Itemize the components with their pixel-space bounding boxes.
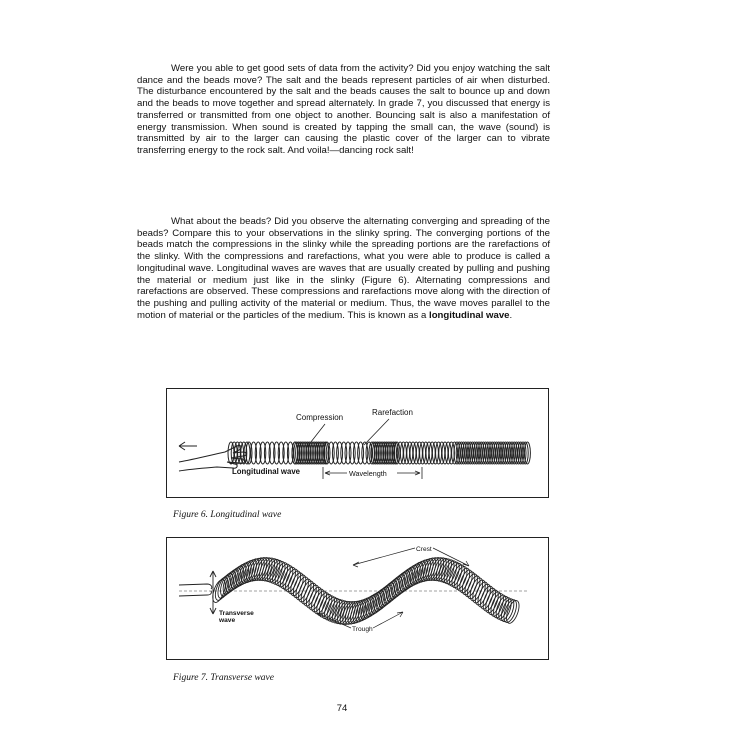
- wavelength-label: Wavelength: [349, 469, 387, 478]
- figure-6-caption: Figure 6. Longitudinal wave: [173, 510, 282, 520]
- figure-7-box: [166, 537, 549, 660]
- paragraph-2-end: .: [509, 309, 513, 321]
- rarefaction-pointer: [364, 419, 389, 445]
- longitudinal-wave-label: Longitudinal wave: [232, 467, 301, 476]
- transverse-label-line1: Transverse: [219, 610, 254, 617]
- paragraph-2-text: What about the beads? Did you observe the alternating converging and spreading of the beads? Compare this to your observations in the slinky spring. The converging portions of the beads match the compressions in the slinky while the spreading portions are the rarefactions of the slinky. With the compressions and rarefactions, what you were able to produce is called a longitudinal wave. Longitudinal waves are waves that are usually created by pulling and pushing the material or medium just like in the slinky (Figure 6). Alternating compressions and rarefactions are observed. These compressions and rarefactions move along with the direction of the pushing and pulling activity of the material or medium. Thus, the wave moves parallel to the motion of material or the particles of the medium. This is known as a: [137, 216, 550, 321]
- figure-7-caption: Figure 7. Transverse wave: [173, 673, 274, 683]
- trough-label: Trough: [352, 626, 373, 633]
- crest-label: Crest: [416, 546, 432, 553]
- longitudinal-wave-illustration: [167, 389, 548, 497]
- transverse-wave-illustration: [167, 538, 548, 659]
- transverse-label-line2: wave: [219, 617, 236, 624]
- figure-6-box: [166, 388, 549, 498]
- longitudinal-wave-term: longitudinal wave: [429, 309, 510, 321]
- hand-icon: [179, 584, 212, 596]
- slinky-coils: [228, 442, 530, 464]
- paragraph-longitudinal-wave: [137, 216, 550, 321]
- compression-label: Compression: [296, 413, 344, 422]
- paragraph-1-text: Were you able to get good sets of data from the activity? Did you enjoy watching the salt dance and the beads move? The salt and the beads represent particles of air when disturbed. The disturbance encountered by the salt and the beads causes the salt to bounce up and down and the beads to move together and spread alternately. In grade 7, you discussed that energy is transferred or transmitted from one object to another. Bouncing salt is also a manifestation of energy transmission. When sound is created by tapping the small can, the wave (sound) is transmitted by air to the larger can causing the plastic cover of the larger can to vibrate transferring energy to the rock salt. And voila!—dancing rock salt!: [137, 63, 550, 156]
- page-number: 74: [336, 703, 348, 714]
- rarefaction-label: Rarefaction: [372, 408, 413, 417]
- paragraph-dancing-salt: [137, 63, 550, 157]
